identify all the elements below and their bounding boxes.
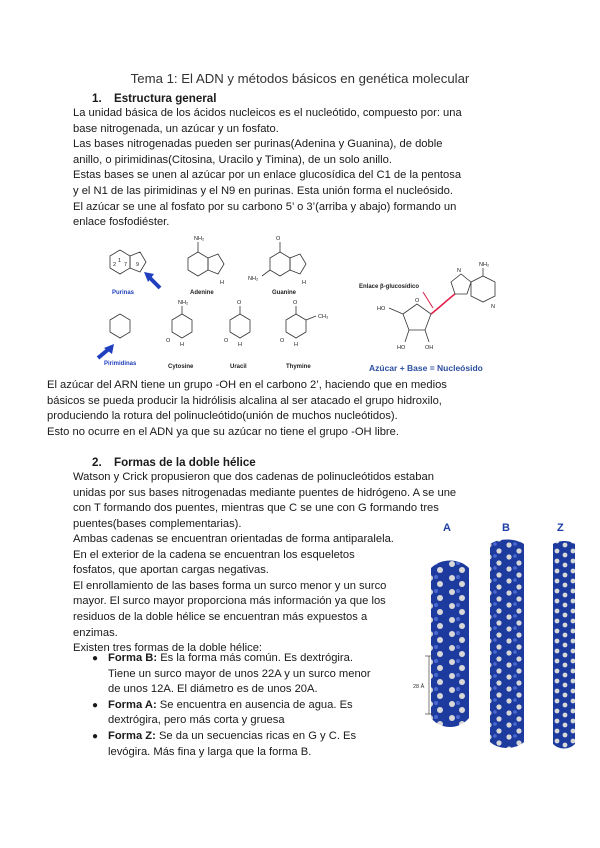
section-number: 2. — [92, 456, 102, 469]
ho-label: HO — [397, 345, 406, 351]
thymine-name: Thymine — [286, 364, 311, 370]
page-title: Tema 1: El ADN y métodos básicos en genética molecular — [130, 71, 470, 86]
list-item-text: Es la forma más común. Es dextrógira. Tiene un surco mayor de unos 22A y un surco menor de unos 12A. El diámetro es de unos 20A. — [108, 652, 371, 696]
section1-continuation — [47, 378, 447, 440]
n-label: N — [491, 304, 495, 310]
section2-body-top — [73, 470, 459, 532]
bond-pointer-icon — [423, 292, 433, 308]
paragraph: Ambas cadenas se encuentran orientadas de forma antiparalela. — [73, 533, 394, 545]
nh2-label: NH₂ — [248, 276, 259, 282]
section-heading-formas — [92, 456, 256, 469]
h-label: H — [220, 280, 224, 286]
form-a-helix — [431, 561, 469, 728]
ring-number: 9 — [136, 262, 140, 268]
nh2-label: NH₂ — [194, 236, 205, 242]
glycosidic-bond — [431, 294, 455, 314]
paragraph: Las bases nitrogenadas pueden ser purinas(Adenina y Guanina), de doble anillo, o pirimidinas(Citosina, Uracilo y Timina), de un solo anillo. — [73, 138, 443, 166]
section-title: Formas de la doble hélice — [114, 456, 256, 469]
section-number: 1. — [92, 92, 102, 105]
list-item-label: Forma Z: — [108, 729, 156, 742]
list-item-text: Se da un secuencias ricas en G y C. Es levógira. Más fina y larga que la forma B. — [108, 729, 357, 758]
oh-label: OH — [425, 345, 434, 351]
cytosine-name: Cytosine — [168, 364, 194, 370]
dna-forms-figure — [413, 518, 597, 758]
guanine-ring-6 — [270, 252, 290, 276]
paragraph: El azúcar se une al fosfato por su carbono 5’ o 3’(arriba y abajo) formando un enlace fosfodiéster. — [73, 200, 457, 229]
nh2-label: NH₂ — [178, 300, 189, 306]
enlace-label: Enlace β-glucosídico — [359, 284, 420, 290]
section-heading-estructura — [92, 92, 216, 105]
ch3-label: CH₃ — [318, 314, 329, 320]
section1-body — [73, 106, 463, 231]
n-label: N — [457, 268, 461, 274]
paragraph: La unidad básica de los ácidos nucleicos es el nucleótido, compuesto por: una base nitrogenada, un azúcar y un fosfato. — [73, 107, 462, 135]
paragraph: En el exterior de la cadena se encuentran los esqueletos fosfatos, que aportan cargas negativas. — [73, 548, 355, 577]
pyrimidine-ring — [110, 314, 130, 338]
nucleoside-caption: Azúcar + Base = Nucleósido — [369, 363, 483, 373]
ho-label: HO — [377, 306, 386, 312]
list-item — [92, 729, 382, 760]
thymine-ring — [286, 314, 306, 338]
paragraph: El azúcar del ARN tiene un grupo -OH en el carbono 2’, haciendo que en medios básicos se pueda producir la hidrólisis alcalina al ser atacado el grupo hidroxilo, produciendo la rotura del polinucleótido(unión de muchos nucleótidos). — [47, 379, 447, 423]
bullet-icon: ● — [92, 653, 99, 664]
h-label: H — [180, 342, 184, 348]
adenine-ring-6 — [188, 252, 208, 276]
scale-label: 28 Å — [413, 684, 425, 690]
ring-number: 1 — [118, 258, 122, 264]
cytosine-ring — [172, 314, 192, 338]
nitrogenous-bases-figure — [90, 228, 355, 373]
ring-number: 2 — [113, 262, 117, 268]
adenine-ring-5 — [208, 254, 224, 274]
ring-number: 7 — [124, 262, 128, 268]
form-b-helix — [490, 540, 524, 749]
ribose-ring — [403, 304, 431, 330]
section-title: Estructura general — [114, 92, 217, 105]
list-item — [92, 698, 382, 729]
o-label: O — [293, 300, 298, 306]
list-item-label: Forma A: — [108, 698, 157, 711]
o-label: O — [276, 236, 281, 242]
guanine-name: Guanine — [272, 290, 297, 296]
o-label: O — [415, 298, 420, 304]
paragraph: Watson y Crick propusieron que dos cadenas de polinucleótidos estaban unidas por sus bases nitrogenadas mediante puentes de hidrógeno. A se une con T formando dos puentes, mientras que C se une con G formando tres puentes(bases complementarias). — [73, 471, 457, 530]
pirimidinas-label: Pirimidinas — [104, 361, 137, 367]
paragraph: Esto no ocurre en el ADN ya que su azúcar no tiene el grupo -OH libre. — [47, 425, 399, 438]
o-label: O — [280, 338, 285, 344]
uracil-name: Uracil — [230, 364, 247, 370]
base-ring-6 — [471, 276, 495, 302]
section2-body — [73, 532, 395, 657]
bullet-icon: ● — [92, 730, 99, 742]
h-label: H — [302, 280, 306, 286]
o-label: O — [224, 338, 229, 344]
form-z-label: Z — [557, 522, 564, 534]
guanine-ring-5 — [290, 254, 306, 274]
paragraph: Estas bases se unen al azúcar por un enlace glucosídica del C1 de la pentosa y el N1 de las pirimidinas y el N9 en purinas. Esta unión forma el nucleósido. — [73, 169, 462, 197]
adenine-name: Adenine — [190, 290, 214, 296]
paragraph: Existen tres formas de la doble hélice: — [73, 642, 263, 655]
purinas-label: Purinas — [112, 290, 135, 296]
paragraph: El enrollamiento de las bases forma un surco menor y un surco mayor. El surco mayor proporciona más información ya que los residuos de la doble hélice se encuentran más expuestos a enzimas. — [73, 579, 387, 639]
helix-forms-list — [92, 651, 382, 760]
list-item-text: Se encuentra en ausencia de agua. Es dextrógira, pero más corta y gruesa — [108, 698, 353, 727]
form-a-label: A — [443, 522, 451, 534]
form-b-label: B — [502, 522, 510, 534]
h-label: H — [238, 342, 242, 348]
base-ring-5 — [451, 274, 471, 294]
nucleoside-figure — [357, 252, 537, 377]
list-item — [92, 651, 382, 698]
o-label: O — [237, 300, 242, 306]
bullet-icon: ● — [92, 699, 99, 711]
o-label: O — [166, 338, 171, 344]
form-z-helix — [553, 541, 575, 749]
list-item-label: Forma B: — [108, 652, 158, 664]
h-label: H — [294, 342, 298, 348]
uracil-ring — [230, 314, 250, 338]
nh2-label: NH₂ — [479, 262, 490, 268]
